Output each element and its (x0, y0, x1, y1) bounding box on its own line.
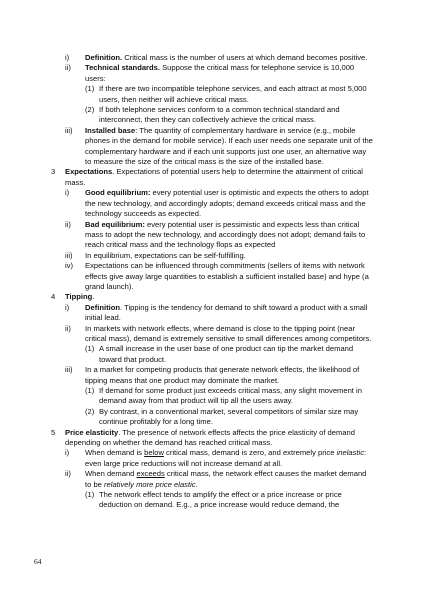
outline-item (48, 126, 374, 168)
item-text-run: If there are two incompatible telephone services, and each attract at most 5,000 users, then neither will achieve critical mass. (99, 84, 367, 104)
outline-item (48, 63, 374, 84)
item-text-run: every potential user is optimistic and expects the others to adopt the new technology, and accordingly adopts; demand exceeds critical mass and the technology succeeds as expected. (85, 188, 369, 219)
outline-content (48, 53, 374, 511)
item-text-run: Suppose the critical mass for telephone service is 10,000 users: (85, 63, 355, 83)
item-marker: ii) (65, 63, 71, 73)
item-marker: ii) (65, 323, 71, 333)
item-text (85, 261, 369, 291)
item-text-run: In markets with network effects, where demand is close to the tipping point (near critical mass), demand is extremely sensitive to small differences among competitors. (85, 323, 372, 343)
outline-item (48, 344, 374, 365)
item-text-run: . (92, 292, 95, 302)
item-text (85, 324, 371, 343)
item-text (85, 251, 246, 260)
item-text (85, 188, 369, 218)
item-text-run: below (144, 448, 164, 458)
item-marker: iii) (65, 365, 73, 375)
page-number: 64 (34, 557, 42, 566)
outline-item (48, 407, 374, 428)
item-text-run: If demand for some product just exceeds critical mass, any slight movement in demand away from that product will tip all the users away. (99, 386, 362, 406)
item-text-run: critical mass, demand is zero, and extremely price (163, 448, 337, 458)
outline-item (48, 167, 374, 188)
outline-item (48, 448, 374, 469)
item-marker: i) (65, 188, 70, 198)
item-text-run: . Tipping is the tendency for demand to shift toward a product with a small initial lead. (85, 302, 368, 323)
outline-item (48, 251, 374, 261)
item-text-run: When demand (85, 469, 137, 479)
item-text (85, 303, 367, 322)
outline-item (48, 469, 374, 490)
item-text-run: : The quantity of complementary hardware in service (e.g., mobile phones in the demand for mobile service). If each user needs one separate unit of the complementary hardware and if each unit supports just one user, an alternative way to measure the size of the critical mass is the size of the installed base. (85, 125, 373, 167)
item-marker: iii) (65, 125, 73, 135)
outline-item (48, 261, 374, 292)
item-text (65, 292, 94, 301)
outline-item (48, 324, 374, 345)
item-text (85, 448, 366, 467)
item-text (99, 407, 358, 426)
item-heading: Price elasticity (65, 427, 119, 437)
item-marker: 5 (51, 427, 56, 437)
item-text-run: exceeds (136, 469, 165, 479)
item-text (85, 469, 366, 488)
item-heading: Technical standards. (85, 63, 160, 73)
item-text-run: In a market for competing products that generate network effects, the likelihood of tipping means that one product may dominate the market. (85, 365, 360, 385)
item-text-run: inelastic (336, 448, 364, 458)
outline-item (48, 188, 374, 219)
item-marker: (2) (85, 105, 95, 115)
item-text-run: A small increase in the user base of one product can tip the market demand toward that product. (99, 344, 354, 364)
item-marker: (1) (85, 490, 95, 500)
item-text (85, 126, 373, 166)
item-marker: iv) (65, 261, 74, 271)
item-text-run: . (195, 479, 198, 489)
item-marker: (2) (85, 406, 95, 416)
item-text (65, 167, 363, 186)
item-text (99, 105, 340, 124)
item-marker: (1) (85, 84, 95, 94)
item-text-run: . The presence of network effects affects the price elasticity of demand depending on whether the demand has reached critical mass. (65, 427, 356, 448)
item-heading: Definition. (85, 53, 123, 62)
item-marker: 3 (51, 167, 56, 177)
item-heading: Good equilibrium: (85, 188, 151, 198)
item-text-run: relatively more price elastic (104, 479, 196, 489)
outline-item (48, 428, 374, 449)
item-text (99, 386, 362, 405)
item-text (65, 428, 355, 447)
outline-item (48, 53, 374, 63)
outline-item (48, 292, 374, 302)
item-marker: i) (65, 53, 70, 62)
item-marker: iii) (65, 250, 73, 260)
item-marker: (1) (85, 386, 95, 395)
item-text (85, 53, 367, 62)
item-text-run: . Expectations of potential users help to determine the attainment of critical mass. (65, 167, 363, 187)
item-text (85, 63, 354, 82)
outline-item (48, 220, 374, 251)
item-heading: Expectations (65, 167, 113, 177)
item-heading: Tipping (65, 292, 93, 302)
item-text (85, 220, 365, 250)
outline-item (48, 105, 374, 126)
item-marker: i) (65, 302, 70, 312)
item-marker: i) (65, 448, 70, 458)
item-marker: 4 (51, 292, 56, 302)
item-heading: Bad equilibrium: (85, 219, 145, 229)
item-heading: Definition (85, 302, 121, 312)
item-text-run: In equilibrium, expectations can be self-fulfilling. (85, 250, 246, 260)
item-text-run: : even large price reductions will not increase demand at all. (85, 448, 367, 468)
item-text-run: Expectations can be influenced through commitments (sellers of items with network effects give away large quantities to establish a sufficient installed base) and hype (a grand launch). (85, 261, 369, 291)
item-marker: ii) (65, 219, 71, 229)
item-marker: (1) (85, 344, 95, 354)
item-text-run: If both telephone services conform to a common technical standard and interconnect, then they can collectively achieve the critical mass. (99, 105, 340, 125)
item-text (99, 344, 353, 363)
item-text-run: Critical mass is the number of users at which demand becomes positive. (122, 53, 368, 62)
outline-item (48, 365, 374, 386)
item-text-run: By contrast, in a conventional market, several competitors of similar size may continue profitably for a long time. (99, 406, 359, 427)
item-text (99, 490, 342, 509)
item-text (99, 84, 367, 103)
outline-item (48, 84, 374, 105)
outline-item (48, 490, 374, 511)
item-text-run: When demand is (85, 448, 145, 458)
item-marker: ii) (65, 469, 71, 479)
item-heading: Installed base (85, 125, 136, 135)
item-text-run: critical mass, the network effect causes the market demand to be (85, 469, 367, 489)
item-text-run: every potential user is pessimistic and expects less than critical mass to adopt the new technology, and accordingly does not adopt; demand fails to reach critical mass and the technology flops as expected (85, 219, 366, 250)
item-text-run: The network effect tends to amplify the effect or a price increase or price deduction on demand. E.g., a price increase would reduce demand, the (99, 490, 342, 510)
item-text (85, 365, 359, 384)
outline-item (48, 303, 374, 324)
outline-item (48, 386, 374, 407)
